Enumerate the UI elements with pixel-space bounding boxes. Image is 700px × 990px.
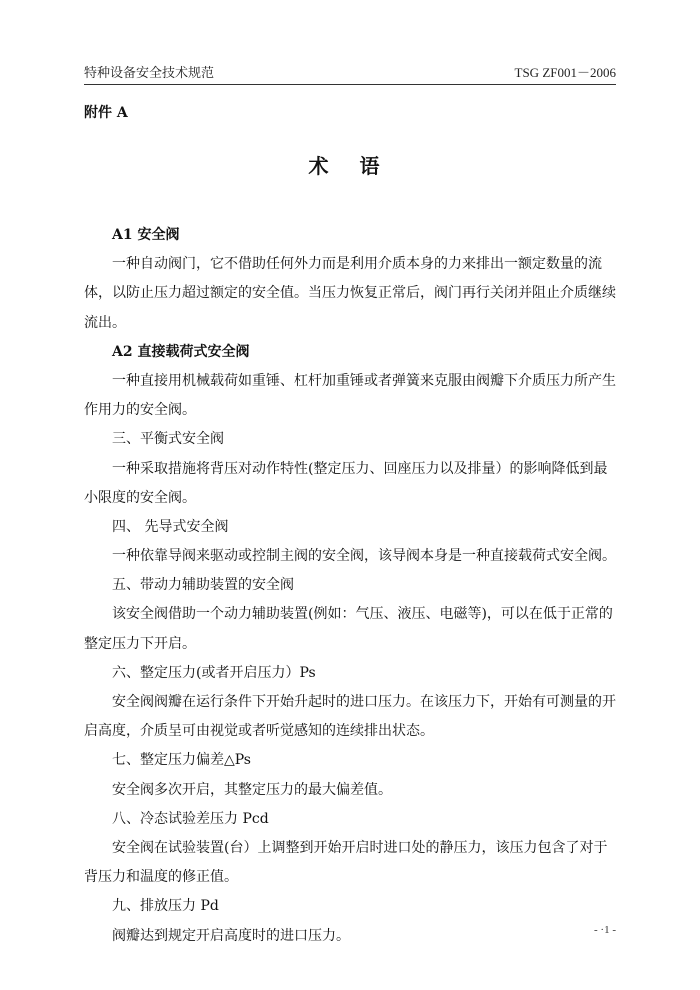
header-spec-code: TSG ZF001－2006: [514, 65, 616, 80]
term-heading: 四、 先导式安全阀: [112, 518, 229, 535]
term-definition-line: 流出。: [84, 314, 126, 331]
term-definition-line: 一种采取措施将背压对动作特性(整定压力、回座压力以及排量）的影响降低到最: [112, 460, 608, 477]
term-definition-line: 背压力和温度的修正值。: [84, 869, 238, 886]
term-definition-line: 作用力的安全阀。: [84, 402, 196, 419]
term-heading: 八、冷态试验差压力 Pcd: [112, 810, 269, 827]
term-definition-line: 一种依靠导阀来驱动或控制主阀的安全阀，该导阀本身是一种直接载荷式安全阀。: [112, 548, 616, 565]
term-definition-line: 启高度，介质呈可由视觉或者听觉感知的连续排出状态。: [84, 723, 434, 740]
term-heading: 三、平衡式安全阀: [112, 431, 224, 448]
term-heading: 九、排放压力 Pd: [112, 898, 219, 915]
header-rule: [84, 84, 616, 85]
term-heading: 七、整定压力偏差△Ps: [112, 752, 251, 769]
term-heading: 六、整定压力(或者开启压力）Ps: [112, 664, 316, 681]
term-definition-line: 该安全阀借助一个动力辅助装置(例如：气压、液压、电磁等)，可以在低于正常的: [112, 606, 613, 623]
page-header: [84, 62, 616, 82]
term-definition-line: 安全阀多次开启，其整定压力的最大偏差值。: [112, 781, 392, 798]
term-heading: A2 直接载荷式安全阀: [112, 343, 250, 360]
appendix-label: 附件 A: [84, 105, 128, 121]
term-definition-line: 一种直接用机械载荷如重锤、杠杆加重锤或者弹簧来克服由阀瓣下介质压力所产生: [112, 372, 616, 389]
terms-body: [84, 221, 616, 951]
term-definition-line: 小限度的安全阀。: [84, 489, 196, 506]
term-heading: 五、带动力辅助装置的安全阀: [112, 577, 294, 594]
term-definition-line: 体，以防止压力超过额定的安全值。当压力恢复正常后，阀门再行关闭并阻止介质继续: [84, 285, 616, 302]
term-definition-line: 安全阀阀瓣在运行条件下开始升起时的进口压力。在该压力下，开始有可测量的开: [112, 694, 616, 710]
term-heading: A1 安全阀: [112, 227, 180, 243]
page-title: 术 语: [308, 154, 392, 178]
term-definition-line: 安全阀在试验装置(台）上调整到开始开启时进口处的静压力，该压力包含了对于: [112, 839, 608, 856]
header-spec-title: 特种设备安全技术规范: [84, 66, 215, 81]
page-number: - ·1 -: [594, 924, 616, 936]
term-definition-line: 阀瓣达到规定开启高度时的进口压力。: [112, 927, 350, 944]
term-definition-line: 整定压力下开启。: [84, 635, 196, 652]
term-definition-line: 一种自动阀门，它不借助任何外力而是利用介质本身的力来排出一额定数量的流: [112, 256, 602, 273]
